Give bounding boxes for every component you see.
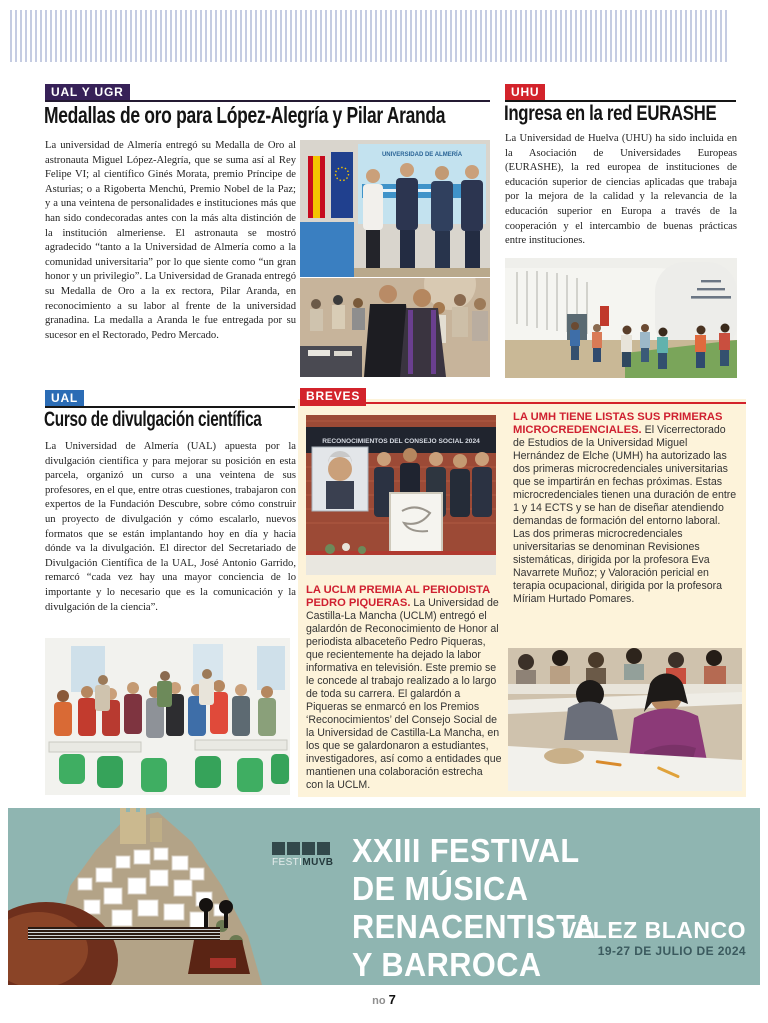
photo-professors-classroom bbox=[45, 638, 290, 795]
article-outreach-title: Curso de divulgación científica bbox=[44, 408, 262, 431]
tag-label: UAL bbox=[51, 391, 79, 405]
spain-flag-icon bbox=[308, 156, 325, 218]
festival-dates: 19-27 DE JULIO DE 2024 bbox=[597, 944, 746, 958]
brief-uclm-lead: LA UCLM PREMIA AL PERIODISTA PEDRO PIQUERAS. bbox=[306, 584, 490, 609]
tag-label: UHU bbox=[511, 85, 540, 99]
article-outreach-body: La Universidad de Almería (UAL) apuesta por la divulgación científica y para mejorar su posición en esta parcela, organizó un curso a una veintena de sus profesores, en el que, entre otras cuestiones, trabajaron con expertos de la Fundación Descubre, sobre cómo construir un proyecto de divulgación y cómo escalarlo, nuevos formatos que se están implantando hoy en día y hacia dónde va la divulgación. El director del Secretariado de Divulgación Científica de la UAL, José Antonio Garrido, remarcó “cada vez hay una mayor conciencia de lo importante y lo necesario que es la comunicación y la divulgación de la ciencia”. bbox=[45, 441, 296, 613]
red-sign bbox=[600, 306, 609, 326]
article-eurashe-body: La Universidad de Huelva (UHU) ha sido incluida en la Asociación de Universidades Europeas (EURASHE), la red europea de instituciones de educación superior de ciencias aplicadas que trabaja por la mejora de la calidad y la relevancia de la educación superior en Europa a través de la cooperación y el intercambio de buenas prácticas entre instituciones. bbox=[505, 133, 737, 247]
floor-strip bbox=[354, 268, 490, 277]
window bbox=[257, 646, 285, 690]
article-medals-title: Medallas de oro para López-Alegría y Pilar Aranda bbox=[44, 102, 446, 128]
section-tag-breves bbox=[300, 388, 366, 406]
article-eurashe-title: Ingresa en la red EURASHE bbox=[504, 102, 717, 125]
issue-label: no bbox=[372, 995, 386, 1007]
logo-text-light: FESTI bbox=[272, 857, 303, 868]
festival-title-line-3: RENACENTISTA bbox=[352, 908, 596, 945]
festival-title bbox=[352, 832, 614, 984]
presentation-table bbox=[300, 346, 362, 377]
photo-uhu-campus-building bbox=[505, 258, 737, 378]
festival-location: VÉLEZ BLANCO bbox=[561, 917, 746, 943]
brief-uclm bbox=[306, 584, 502, 792]
page-footer bbox=[0, 991, 768, 1009]
banner-art-village-violin bbox=[8, 808, 344, 985]
photo-medal-ceremony-group bbox=[300, 140, 490, 277]
stage-screen-text: RECONOCIMIENTOS DEL CONSEJO SOCIAL 2024 bbox=[322, 438, 480, 445]
brief-umh bbox=[513, 411, 740, 606]
brief-uclm-body: La Universidad de Castilla-La Mancha (UCLM) entregó el galardón de Reconocimiento de Honor al periodista albaceteño Pedro Piqueras, que recientemente ha dejado la labor informativa en televisión. Este premio se le concede al trabajo realizado a lo largo de toda su carrera. El galardón a Piqueras se enmarcó en los Premios ‘Reconocimientos’ del Consejo Social de la Universidad de Castilla-La Mancha, en los que se galardonaron a estudiantes, investigadores, así como a entidades que mantienen una colaboración estrecha con la UCLM. bbox=[306, 597, 502, 791]
photo-gown-ceremony bbox=[300, 278, 490, 377]
festival-title-line-1: XXIII FESTIVAL bbox=[352, 832, 580, 869]
logo-wordmark bbox=[272, 857, 338, 868]
logo-text-bold: MUVB bbox=[302, 857, 334, 868]
festival-location-block bbox=[561, 917, 746, 959]
festival-title-line-4: Y BARROCA bbox=[352, 946, 542, 983]
article-medals-body: La universidad de Almería entregó su Medalla de Oro al astronauta Miguel López-Alegría, que se suma así al Rey Felipe VI; al científico Ginés Morata, premio Príncipe de Asturias; o a Rigoberta Menchú, Premio Nobel de la Paz; y a una veintena de personalidades e instituciones más que han sido condecoradas antes con la más alta distinción de la institución almeriense. El astronauta se mostró agradecido “tanto a la Universidad de Almería como a la comunidad universitaria” por lo que siente como “un gran honor y un privilegio”. La Universidad de Granada entregó su Medalla de Oro a la ex rectora, Pilar Aranda, en reconocimiento a su labor al frente de la universidad granadina. La medalla a Aranda le fue entregada por su sucesor en el Rectorado, Pedro Mercado. bbox=[45, 140, 296, 341]
tag-rule bbox=[366, 402, 746, 404]
brief-umh-lead: LA UMH TIENE LISTAS SUS PRIMERAS MICROCREDENCIALES. bbox=[513, 411, 723, 436]
festival-title-line-2: DE MÚSICA bbox=[352, 870, 529, 907]
photo-students-exam-hall bbox=[508, 648, 742, 791]
page-number: 7 bbox=[388, 992, 396, 1007]
screen-text: UNIVERSIDAD DE ALMERÍA bbox=[381, 152, 463, 158]
tag-label: BREVES bbox=[306, 389, 361, 403]
framed-award-picture bbox=[390, 493, 442, 559]
festival-banner bbox=[8, 808, 760, 985]
festimuvb-logo bbox=[272, 842, 338, 868]
logo-squares-icon bbox=[272, 842, 338, 855]
brief-umh-body: El Vicerrectorado de Estudios de la Universidad Miguel Hernández de Elche (UMH) ha autorizado las dos primeras microcredenciales universitarias que se impartirán en fechas próximas. Estas microcredenciales tienen una duración de entre 1 y 14 ECTS y se han de diseñar atendiendo demandas de formación del entorno laboral. Las dos primeras microcredenciales universitarias se denominan Revisiones sistemáticas, dirigida por la profesora Eva Navarrete Muñoz; y Valoración pericial en terapia ocupacional, dirigida por la profesora Míriam Hurtado Pomares. bbox=[513, 424, 737, 605]
photo-uclm-award-ceremony bbox=[306, 415, 496, 575]
tag-label: UAL Y UGR bbox=[51, 85, 124, 99]
projection-screen-portrait bbox=[312, 447, 368, 511]
eu-flag-icon bbox=[331, 152, 353, 218]
decorative-top-stripes bbox=[10, 10, 728, 62]
